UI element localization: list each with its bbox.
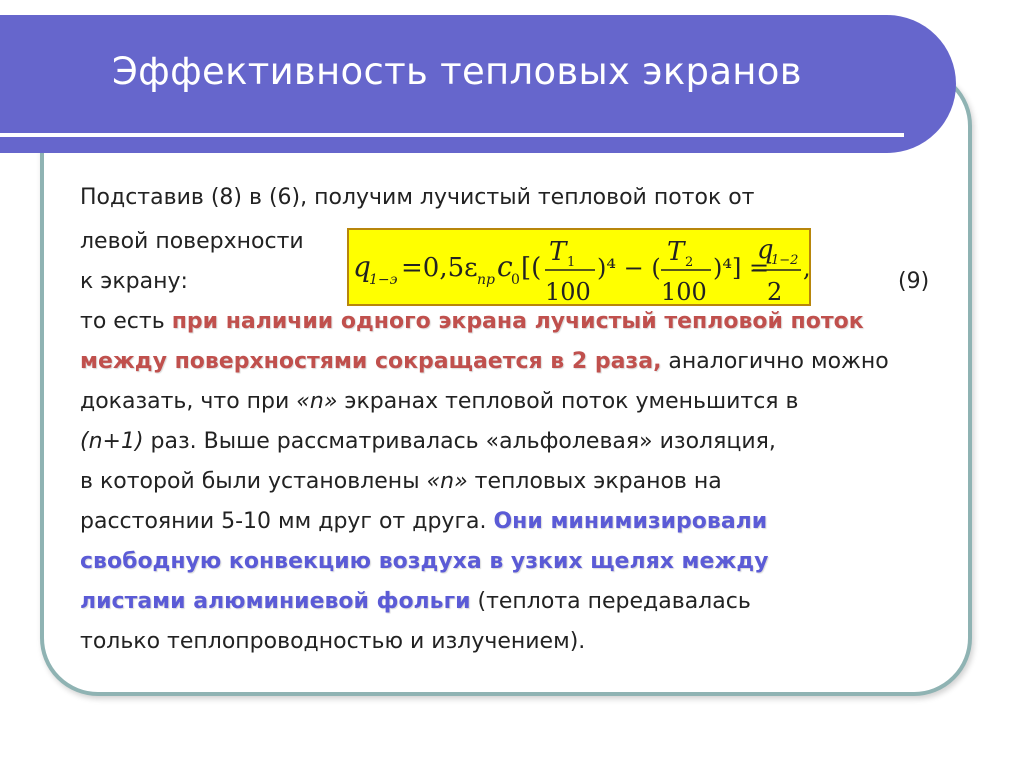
highlight-blue-1: Они минимизировали <box>493 509 768 534</box>
line4-prefix: то есть <box>80 309 172 334</box>
formula-two: 2 <box>767 278 783 306</box>
slide-title: Эффективность тепловых экранов <box>112 50 802 93</box>
line11-rest: (теплота передавалась <box>470 589 751 614</box>
formula-eps-sub: пр <box>477 272 495 288</box>
line5-rest: аналогично можно <box>661 349 889 374</box>
formula-box <box>347 228 811 306</box>
line6-a: доказать, что при <box>80 389 297 414</box>
line9-a: расстоянии 5-10 мм друг от друга. <box>80 509 494 534</box>
body-line-6 <box>80 388 799 416</box>
formula-bracket: [( <box>521 253 542 283</box>
line8-a: в которой были установлены <box>80 469 427 494</box>
formula-den-1: 100 <box>545 278 591 306</box>
formula-pow2: )⁴] = <box>713 254 770 282</box>
formula-q-sub: 1−э <box>369 272 398 288</box>
line6-n: «n» <box>296 389 338 414</box>
formula-q2-sub: 1−2 <box>771 253 799 268</box>
body-line-5 <box>80 348 889 376</box>
highlight-blue-3: листами алюминиевой фольги <box>80 589 471 614</box>
highlight-red-2: между поверхностями сокращается в 2 раза, <box>80 349 662 374</box>
body-line-2: левой поверхности <box>80 229 304 254</box>
body-line-12: только теплопроводностью и излучением). <box>80 629 586 654</box>
formula-pow: )⁴ − ( <box>597 254 661 282</box>
body-line-1: Подставив (8) в (6), получим лучистый тепловой поток от <box>80 185 755 210</box>
body-line-10 <box>80 548 768 576</box>
line8-b: тепловых экранов на <box>467 469 722 494</box>
body-line-11 <box>80 588 751 616</box>
title-underline <box>0 133 904 137</box>
formula-c-sub: 0 <box>511 272 520 288</box>
body-line-7 <box>80 428 776 456</box>
formula-comma: , <box>803 254 811 282</box>
body-line-8 <box>80 468 722 496</box>
line8-n: «n» <box>426 469 468 494</box>
formula-den-2: 100 <box>661 278 707 306</box>
formula-q2: q <box>757 235 774 265</box>
highlight-red-1: при наличии одного экрана лучистый тепловой поток <box>171 309 864 334</box>
formula-c: c <box>497 250 513 283</box>
formula-svg <box>349 230 813 308</box>
line7-n: (n+1) <box>80 429 144 454</box>
formula-t2-sub: 2 <box>685 255 694 270</box>
line6-b: экранах тепловой поток уменьшится в <box>337 389 799 414</box>
body-line-9 <box>80 508 767 536</box>
body-line-4 <box>80 308 864 336</box>
formula-q: q <box>353 250 371 283</box>
line7-rest: раз. Выше рассматривалась «альфолевая» изоляция, <box>143 429 776 454</box>
formula-eq1: =0,5ε <box>401 253 478 283</box>
formula-t1: T <box>549 237 567 267</box>
formula-t1-sub: 1 <box>567 255 576 270</box>
body-line-3: к экрану: <box>80 269 188 294</box>
equation-number: (9) <box>898 269 930 294</box>
highlight-blue-2: свободную конвекцию воздуха в узких щелях между <box>80 549 769 574</box>
formula-t2: T <box>667 237 685 267</box>
